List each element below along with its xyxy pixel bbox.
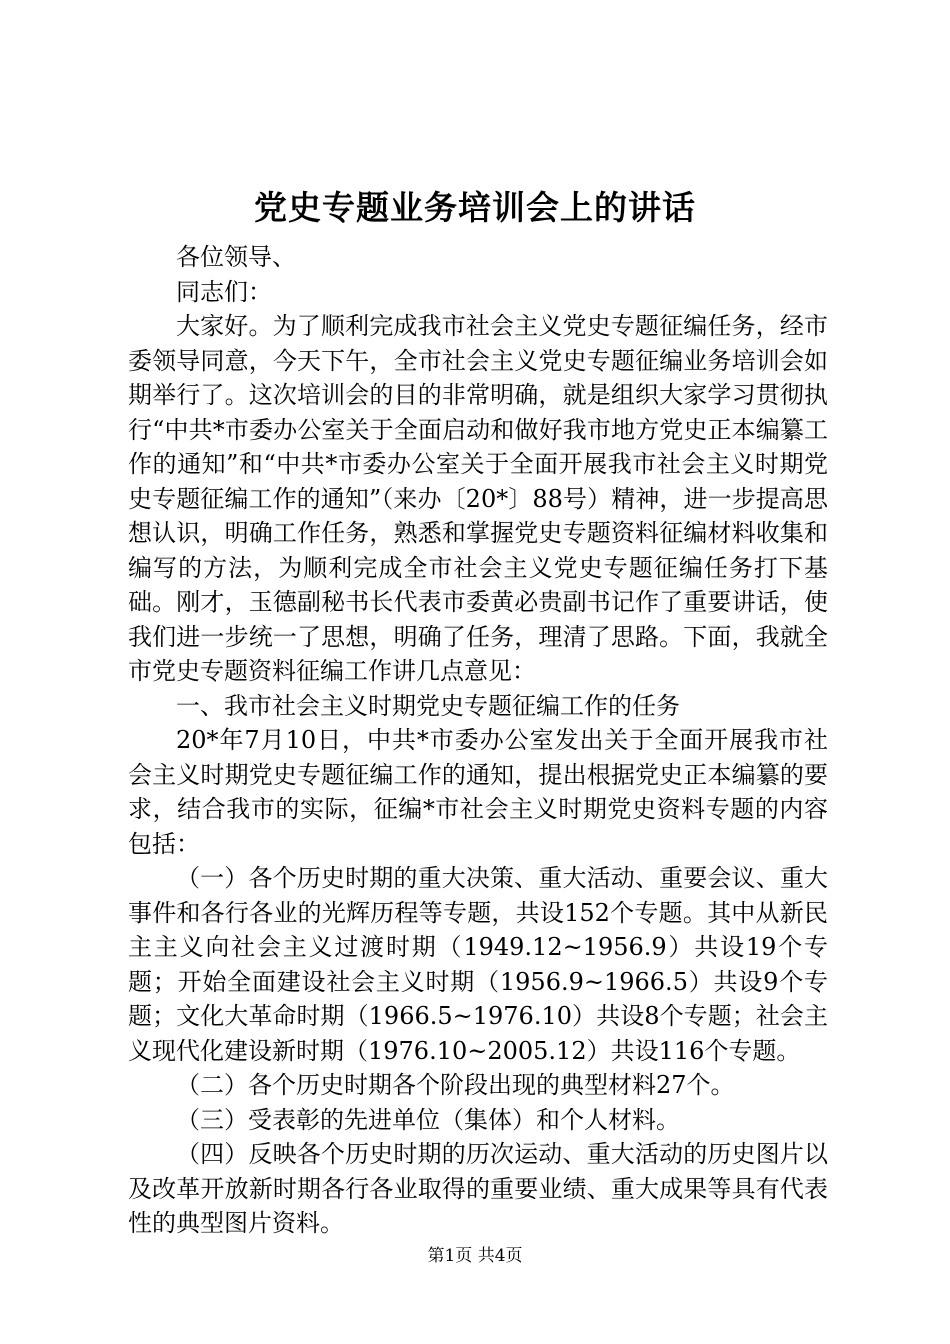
list-item-2: （二）各个历史时期各个阶段出现的典型材料27个。	[176, 1071, 735, 1099]
list-item-1: （一）各个历史时期的重大决策、重大活动、重要会议、重大事件和各行各业的光辉历程等专题，共设152个专题。其中从新民主主义向社会主义过渡时期（1949.12~1956.9）共设19个专题；开始全面建设社会主义时期（1956.9~1966.5）共设9个专题；文化大革命时期（1966.5~1976.10）共设8个专题；社会主义现代化建设新时期（1976.10~2005.12）共设116个专题。	[128, 864, 828, 1065]
paragraph-opening: 大家好。为了顺利完成我市社会主义党史专题征编任务，经市委领导同意，今天下午，全市社会主义党史专题征编业务培训会如期举行了。这次培训会的目的非常明确，就是组织大家学习贯彻执行“中共*市委办公室关于全面启动和做好我市地方党史正本编纂工作的通知”和“中共*市委办公室关于全面开展我市社会主义时期党史专题征编工作的通知”（来办〔20*〕88号）精神，进一步提高思想认识，明确工作任务，熟悉和掌握党史专题资料征编材料收集和编写的方法，为顺利完成全市社会主义党史专题征编任务打下基础。刚才，玉德副秘书长代表市委黄必贵副书记作了重要讲话，使我们进一步统一了思想，明确了任务，理清了思路。下面，我就全市党史专题资料征编工作讲几点意见：	[128, 312, 828, 685]
salutation-leaders: 各位领导、	[176, 243, 296, 271]
document-title: 党史专题业务培训会上的讲话	[254, 188, 696, 227]
section-heading-1: 一、我市社会主义时期党史专题征编工作的任务	[176, 691, 680, 720]
list-item-4: （四）反映各个历史时期的历次运动、重大活动的历史图片以及改革开放新时期各行各业取得的重要业绩、重大成果等具有代表性的典型图片资料。	[128, 1140, 828, 1237]
list-item-3: （三）受表彰的先进单位（集体）和个人材料。	[176, 1105, 680, 1134]
paragraph-notice: 20*年7月10日，中共*市委办公室发出关于全面开展我市社会主义时期党史专题征编工作的通知，提出根据党史正本编纂的要求，结合我市的实际，征编*市社会主义时期党史资料专题的内容包括：	[128, 726, 828, 858]
salutation-comrades: 同志们：	[176, 277, 272, 306]
page-footer: 第1页 共4页	[427, 1246, 523, 1266]
document-body	[128, 240, 828, 1241]
